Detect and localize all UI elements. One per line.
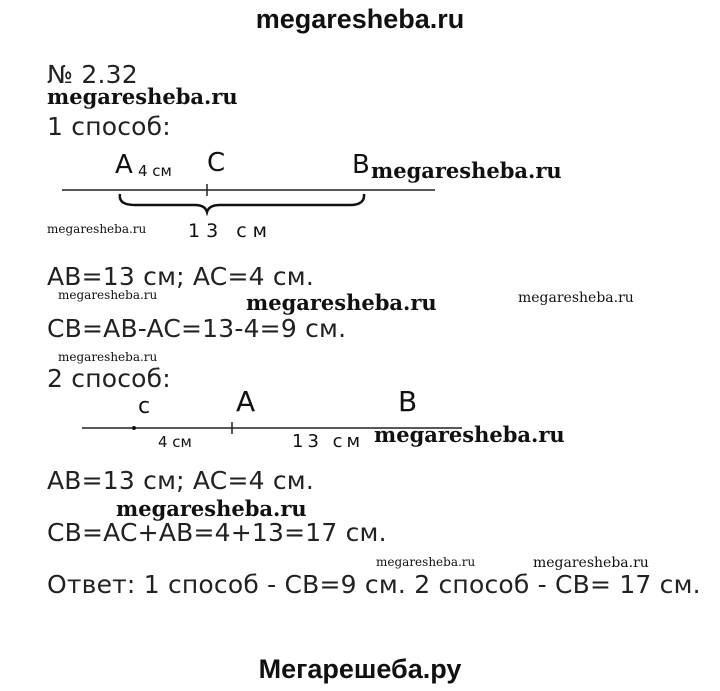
label-point-c-2: c <box>138 394 151 419</box>
label-point-c: C <box>207 148 226 178</box>
label-ca-length-2: 4 см <box>158 433 192 451</box>
label-point-a: A <box>115 150 133 180</box>
watermark: megaresheba.ru <box>116 496 307 521</box>
method1-title: 1 способ: <box>47 112 171 141</box>
method1-line1: AB=13 см; AC=4 см. <box>47 262 315 291</box>
problem-number: № 2.32 <box>47 60 138 89</box>
label-ac-length: 4 см <box>138 162 172 180</box>
point-c-2 <box>132 426 136 430</box>
label-point-b: B <box>352 150 370 180</box>
watermark: megaresheba.ru <box>518 290 634 306</box>
method2-line2: CB=AC+AB=4+13=17 см. <box>47 518 387 547</box>
label-ab-length: 13 см <box>188 220 273 242</box>
watermark: megaresheba.ru <box>533 555 649 571</box>
site-footer: Мегарешеба.ру <box>258 654 462 684</box>
watermark: megaresheba.ru <box>374 422 565 447</box>
answer-line: Ответ: 1 способ - CB=9 см. 2 способ - CB= 17 см. <box>47 570 701 599</box>
watermark: megaresheba.ru <box>47 84 238 109</box>
watermark: megaresheba.ru <box>376 555 476 569</box>
brace-ab-1 <box>120 194 364 212</box>
label-ab-length-2: 13 см <box>292 431 365 452</box>
label-point-b-2: B <box>398 385 418 418</box>
label-point-a-2: A <box>236 385 256 418</box>
method2-title: 2 способ: <box>47 364 171 393</box>
method1-line2: CB=AB-AC=13-4=9 см. <box>47 314 347 343</box>
watermark: megaresheba.ru <box>371 158 562 183</box>
site-header: megaresheba.ru <box>255 4 465 34</box>
watermark: megaresheba.ru <box>246 290 437 315</box>
watermark: megaresheba.ru <box>58 350 158 364</box>
method2-line1: AB=13 см; AC=4 см. <box>47 466 315 495</box>
watermark: megaresheba.ru <box>47 222 147 236</box>
watermark: megaresheba.ru <box>58 288 158 302</box>
